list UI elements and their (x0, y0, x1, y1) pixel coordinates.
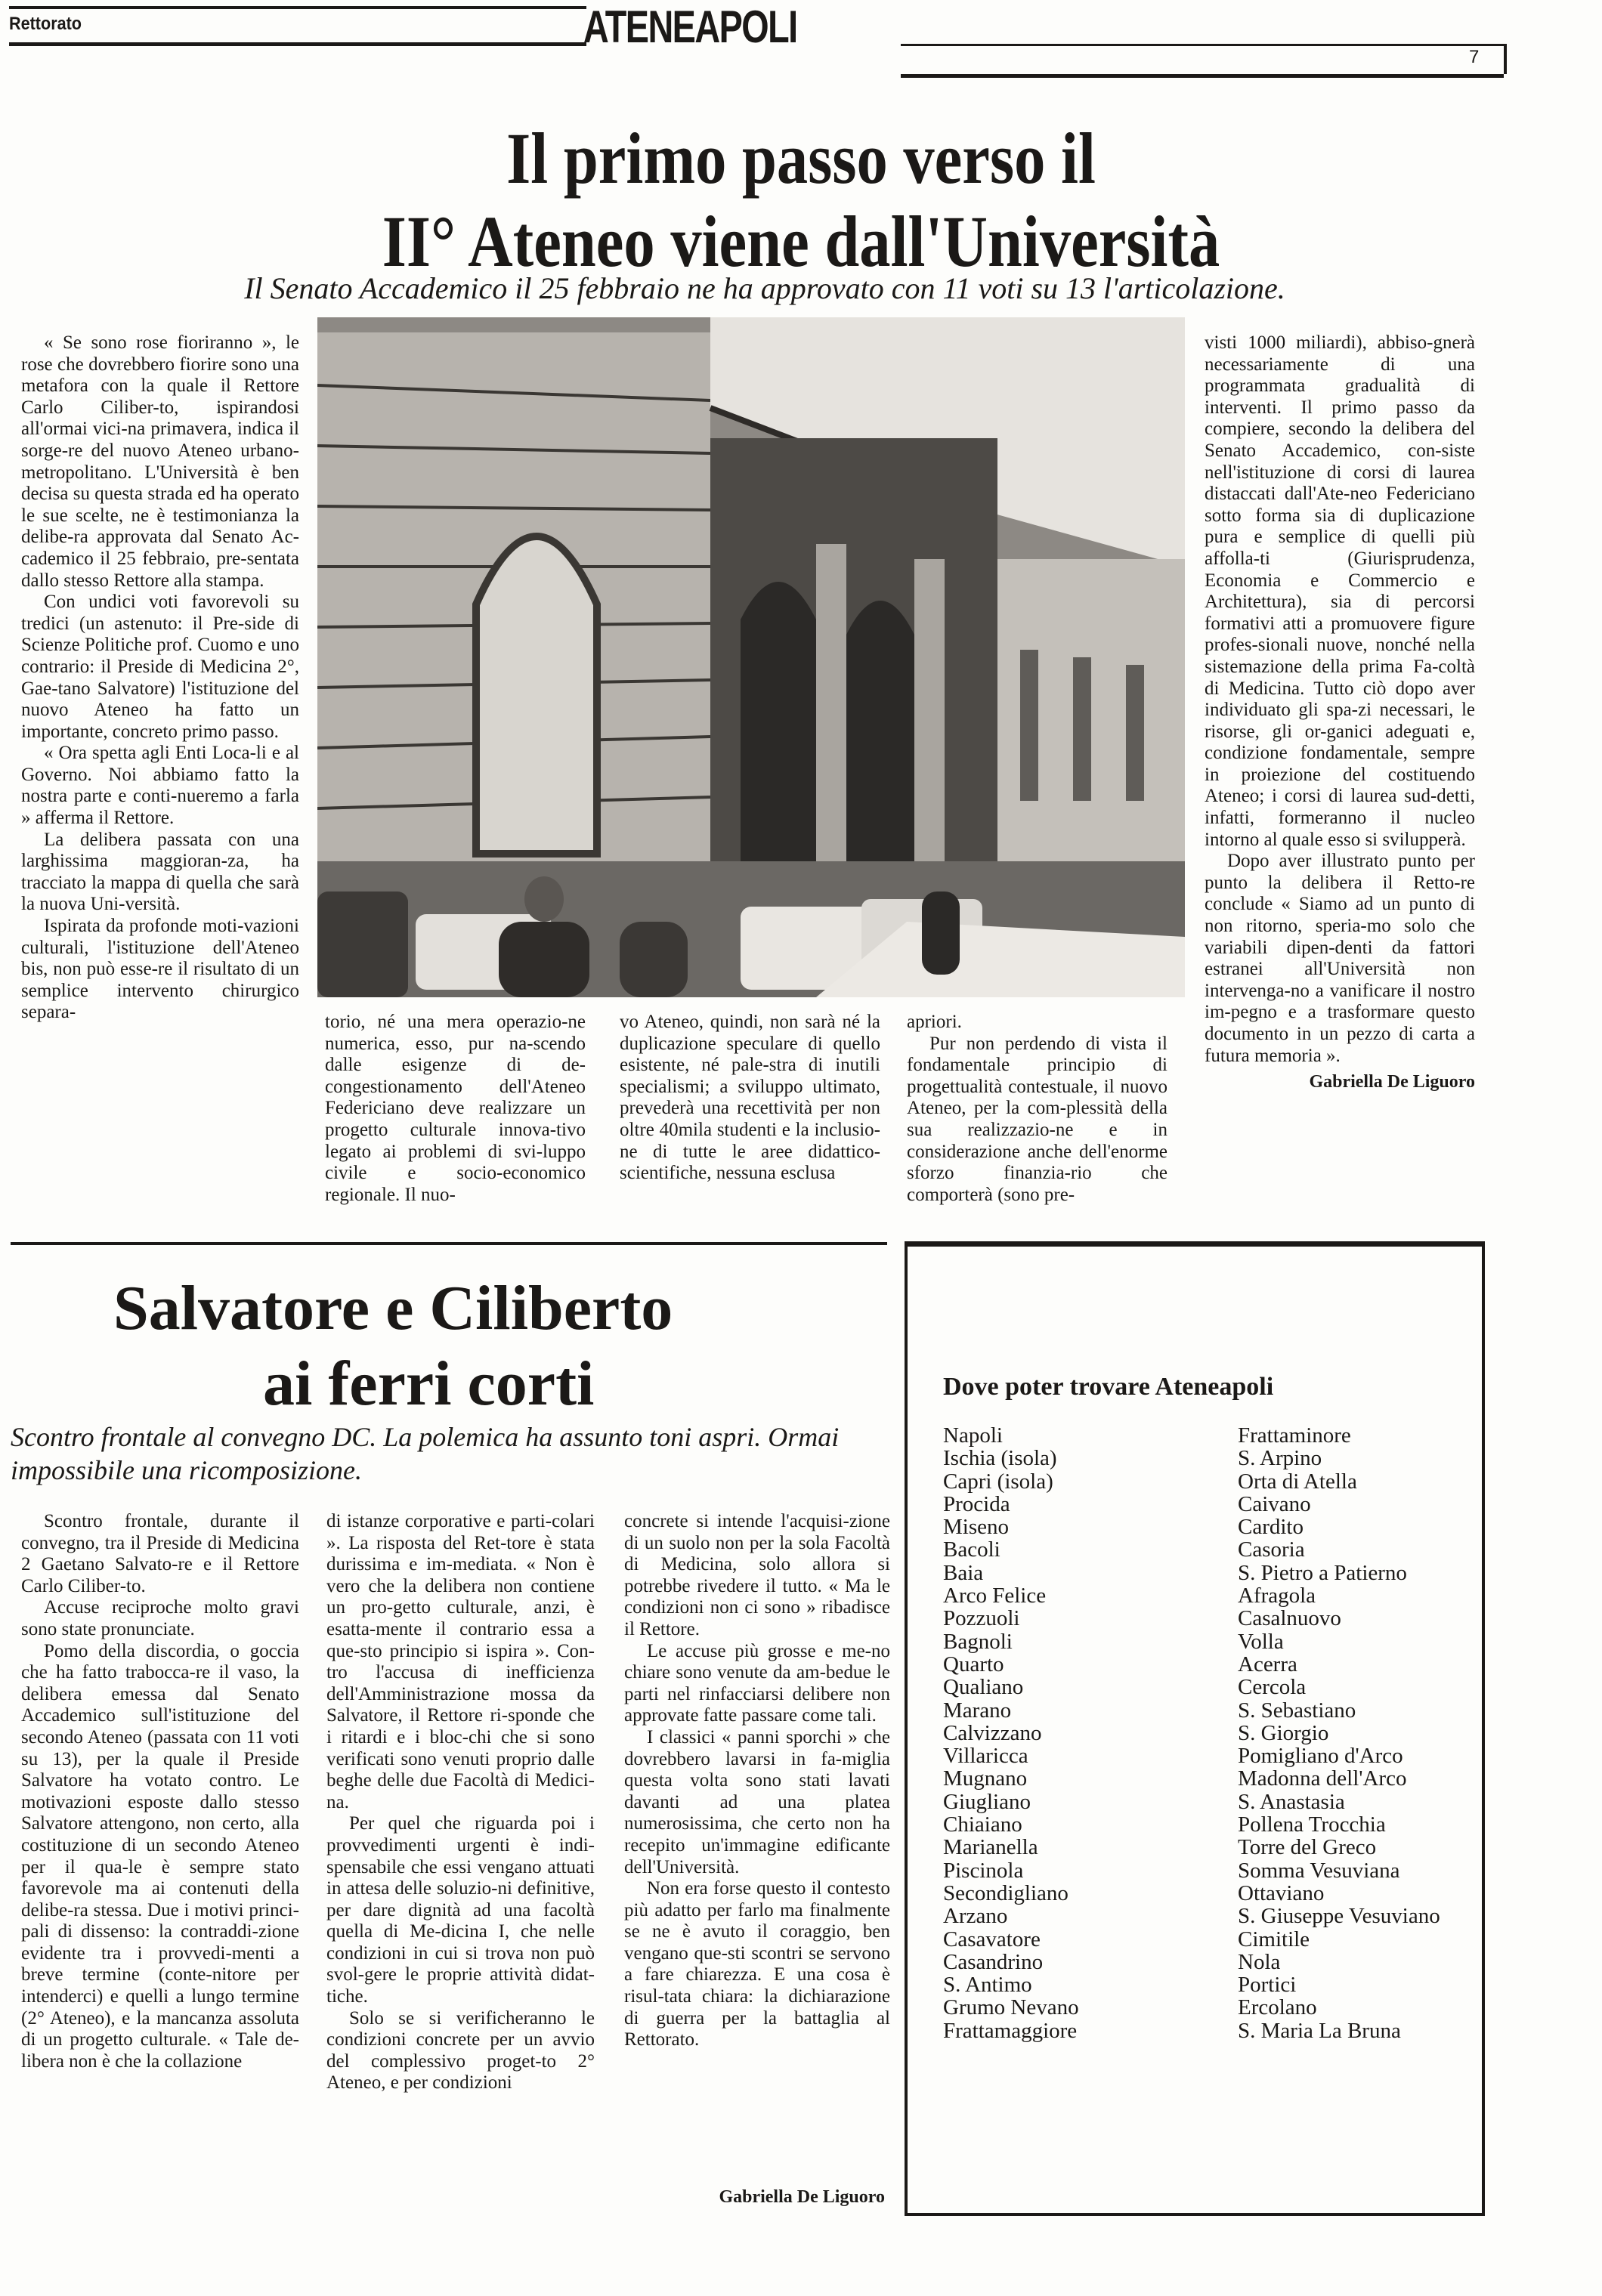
article1-photo (317, 317, 1185, 997)
article2-deck: Scontro frontale al convegno DC. La polemica ha assunto toni aspri. Ormai impossibile una ricomposizione. (11, 1422, 840, 1485)
place-list-item: Acerra (1238, 1652, 1297, 1676)
places-list-right (1238, 1424, 1487, 2042)
place-list-item: Casavatore (943, 1927, 1041, 1951)
place-list-item: Quarto (943, 1652, 1004, 1676)
place-list-item: Mugnano (943, 1766, 1028, 1791)
paragraph: « Se sono rose fioriranno », le rose che dovrebbero fiorire sono una metafora con la quale il Rettore Carlo Ciliber-to, ispirandosi all'ormai vici-na primavera, indica il sorge-re del nuovo Ateneo urbano-metropolitano. L'Università è ben decisa su questa strada ed ha operato le sue scelte, ne è testimonianza la delibe-ra approvata dal Senato Ac-cademico il 25 febbraio, pre-sentata dallo stesso Rettore alla stampa. (21, 332, 299, 591)
place-list-item: Napoli (943, 1423, 1003, 1448)
place-list-item: Baia (943, 1560, 984, 1585)
masthead-rule-top-left (9, 6, 586, 9)
place-list-item: S. Sebastiano (1238, 1698, 1356, 1723)
paragraph: Ispirata da profonde moti-vazioni culturali, l'istituzione dell'Ateneo bis, non può esse-re il risultato di un semplice intervento chirurgico separa- (21, 916, 299, 1023)
place-list-item: Cimitile (1238, 1927, 1310, 1951)
paragraph: « Ora spetta agli Enti Loca-li e al Governo. Noi abbiamo fatto la nostra parte e conti-nueremo a farla » afferma il Rettore. (21, 743, 299, 829)
paragraph: Pomo della discordia, o goccia che ha fatto trabocca-re il vaso, la delibera emessa dal Senato Accademico sull'istituzione del secondo Ateneo (passata con 11 voti su 13), per la quale il Preside Salvatore ha votato contro. Le motivazioni esposte dallo stesso Salvatore attengono, non certo, alla costituzione di un secondo Ateneo per il qua-le è sempre stato favorevole ma ai contenuti della delibe-ra stessa. Due i motivi princi-pali di dissenso: la contraddi-zione evidente tra i provvedi-menti a breve termine (conte-nitore per intenderci) e quelli a lungo termine (2° Ateneo), e la mancanza assoluta di un progetto culturale. « Tale de-libera non è che la collazione (21, 1640, 299, 2072)
place-list-item: Ercolano (1238, 1995, 1317, 2020)
article2-top-rule (11, 1242, 887, 1245)
place-list-item: Somma Vesuviana (1238, 1858, 1400, 1883)
article2-headline-line1: Salvatore e Ciliberto (113, 1273, 673, 1343)
place-list-item: S. Pietro a Patierno (1238, 1560, 1407, 1585)
paragraph: Le accuse più grosse e me-no chiare sono venute da am-bedue le parti nel rinfacciarsi delibere non approvate fatte passare come tali. (624, 1640, 890, 1726)
place-list-item: Secondigliano (943, 1880, 1069, 1905)
masthead-rule-bottom-right (901, 74, 1504, 78)
place-list-item: Frattamaggiore (943, 2018, 1078, 2043)
article2-column-3 (624, 1511, 890, 2051)
paragraph: Dopo aver illustrato punto per punto la delibera il Retto-re conclude « Siamo ad un punto di non ritorno, speria-mo solo che variabili dipen-denti da fattori estranei all'Università non intervenga-no a vanificare il nostro im-pegno e a trasformare questo documento in un pezzo di carta a futura memoria ». (1205, 851, 1475, 1066)
page-number: 7 (1469, 47, 1480, 67)
paragraph: torio, né una mera operazio-ne numerica, esso, pur na-scendo dalle esigenze di de-congestionamento dell'Ateneo Federiciano deve realizzare un progetto culturale innova-tivo legato ai problemi di svi-luppo civile e socio-economico regionale. Il nuo- (325, 1012, 586, 1205)
place-list-item: Miseno (943, 1515, 1009, 1540)
place-list-item: Pozzuoli (943, 1606, 1020, 1631)
place-list-item: Piscinola (943, 1858, 1024, 1883)
article2-column-1 (21, 1511, 299, 2072)
place-list-item: Bagnoli (943, 1629, 1013, 1654)
article1-headline-line1: Il primo passo verso il (506, 118, 1096, 199)
place-list-item: Casoria (1238, 1537, 1305, 1562)
place-list-item: Portici (1238, 1973, 1297, 1998)
paragraph: Non era forse questo il contesto più adatto per farlo ma finalmente se ne è avuto il coraggio, ben vengano que-sti scontri se servono a fare chiarezza. E una cosa è risul-tata chiara: la dichiarazione di guerra per la battaglia al Rettorato. (624, 1878, 890, 2050)
place-list-item: S. Antimo (943, 1973, 1032, 1998)
article1-column-5 (1205, 332, 1475, 1093)
paragraph: Con undici voti favorevoli su tredici (un astenuto: il Pre-side di Scienze Politiche prof. Cuomo e uno contrario: il Preside di Medicina 2°, Gae-tano Salvatore) l'istituzione del nuovo Ateneo ha fatto un importante, concreto primo passo. (21, 592, 299, 742)
place-list-item: Giugliano (943, 1789, 1031, 1814)
article1-column-4 (907, 1012, 1167, 1206)
paragraph: La delibera passata con una larghissima maggioran-za, ha tracciato la mappa di quella che sarà la nuova Uni-versità. (21, 829, 299, 915)
place-list-item: S. Arpino (1238, 1446, 1322, 1471)
place-list-item: Villaricca (943, 1744, 1028, 1769)
article1-column-2 (325, 1012, 586, 1206)
place-list-item: Grumo Nevano (943, 1995, 1079, 2020)
place-list-item: Madonna dell'Arco (1238, 1766, 1407, 1791)
place-list-item: Calvizzano (943, 1720, 1042, 1745)
place-list-item: Cercola (1238, 1675, 1307, 1700)
place-list-item: Marianella (943, 1835, 1038, 1860)
places-list-left (943, 1424, 1230, 2042)
article1-column-1 (21, 332, 299, 1024)
article1-column-3 (620, 1012, 880, 1185)
paragraph: Accuse reciproche molto gravi sono state pronunciate. (21, 1597, 299, 1639)
article2-column-2 (326, 1511, 595, 2094)
place-list-item: Torre del Greco (1238, 1835, 1377, 1860)
place-list-item: Marano (943, 1698, 1012, 1723)
place-list-item: Ischia (isola) (943, 1446, 1057, 1471)
place-list-item: Casalnuovo (1238, 1606, 1341, 1631)
place-list-item: Procida (943, 1491, 1010, 1516)
paragraph: Pur non perdendo di vista il fondamentale principio di progettualità contestuale, il nuovo Ateneo, per la com-plessità della sua realizzazio-ne e in considerazione anche dell'enorme sforzo finanzia-rio che comporterà (sono pre- (907, 1033, 1167, 1205)
masthead-rule-top-right (901, 44, 1504, 46)
paragraph: di istanze corporative e parti-colari ». La risposta del Ret-tore è stata durissima e im-mediata. « Non è vero che la delibera non contiene un pro-getto culturale, anzi, è esatta-mente il contrario essa a que-sto principio si ispira ». Con-tro l'accusa di inefficienza dell'Amministrazione mossa da Salvatore, il Rettore ri-sponde che i ritardi e i bloc-chi che si sono verificati sono venuti proprio dalle beghe delle due Facoltà di Medici-na. (326, 1511, 595, 1812)
place-list-item: Bacoli (943, 1537, 1000, 1562)
place-list-item: Caivano (1238, 1491, 1311, 1516)
place-list-item: Arco Felice (943, 1584, 1047, 1608)
article1-byline: Gabriella De Liguoro (1309, 1072, 1475, 1092)
place-list-item: Arzano (943, 1904, 1008, 1929)
place-list-item: Volla (1238, 1629, 1284, 1654)
section-label: Rettorato (9, 14, 82, 34)
paragraph: Scontro frontale, durante il convegno, tra il Preside di Medicina 2 Gaetano Salvato-re e il Rettore Carlo Ciliber-to. (21, 1511, 299, 1596)
place-list-item: Pomigliano d'Arco (1238, 1744, 1403, 1769)
article2-byline: Gabriella De Liguoro (719, 2187, 885, 2207)
article2-headline-line2: ai ferri corti (263, 1349, 595, 1419)
paragraph: I classici « panni sporchi » che dovrebbero lavarsi in fa-miglia questa volta sono stati lavati davanti ad una platea numerosissima, che certo non ha recepito un'immagine edificante dell'Università. (624, 1726, 890, 1877)
paragraph: vo Ateneo, quindi, non sarà né la duplicazione speculare di quello esistente, né pale-stra di inutili specialismi; a sviluppo ultimato, prevederà una recettività per non oltre 40mila studenti e la inclusio-ne di tutte le aree didattico-scientifiche, nessuna esclusa (620, 1012, 880, 1184)
place-list-item: Casandrino (943, 1949, 1044, 1974)
article1-headline-line2: II° Ateneo viene dall'Università (382, 201, 1220, 282)
place-list-item: Cardito (1238, 1515, 1304, 1540)
place-list-item: Qualiano (943, 1675, 1024, 1700)
building-photo-image (317, 317, 1185, 997)
paragraph: visti 1000 miliardi), abbiso-gnerà necessariamente di una programmata gradualità di interventi. Il primo passo da compiere, secondo la delibera del Senato Accademico, con-siste nell'istituzione di corsi di laurea distaccati dall'Ate-neo Federiciano sotto forma sia di duplicazione pura e semplice di quelli più affolla-ti (Giurisprudenza, Economia e Commercio e Architettura), sia di percorsi formativi atti a promuovere figure profes-sionali nuove, nonché nella sistemazione della prima Fa-coltà di Medicina. Tutto ciò dopo aver individuato gli spa-zi necessari, le risorse, gli or-ganici adeguati e, condizione fondamentale, sempre in proiezione del costituendo Ateneo; i corsi di laurea sud-detti, infatti, formeranno il nucleo intorno al quale esso si svilupperà. (1205, 332, 1475, 850)
place-list-item: S. Maria La Bruna (1238, 2018, 1401, 2043)
place-list-item: Nola (1238, 1949, 1281, 1974)
place-list-item: Ottaviano (1238, 1880, 1325, 1905)
paragraph: Solo se si verificheranno le condizioni concrete per un avvio del complessivo proget-to 2° Ateneo, e per condizioni (326, 2007, 595, 2094)
place-list-item: Pollena Trocchia (1238, 1812, 1386, 1837)
distribution-box-title: Dove poter trovare Ateneapoli (943, 1373, 1274, 1401)
article1-deck: Il Senato Accademico il 25 febbraio ne ha approvato con 11 voti su 13 l'articolazione. (244, 271, 1285, 305)
place-list-item: Frattaminore (1238, 1423, 1351, 1448)
publication-logo: ATENEAPOLI (583, 2, 797, 52)
place-list-item: Orta di Atella (1238, 1469, 1357, 1494)
place-list-item: S. Anastasia (1238, 1789, 1345, 1814)
place-list-item: Chiaiano (943, 1812, 1022, 1837)
place-list-item: Afragola (1238, 1584, 1316, 1608)
paragraph: apriori. (907, 1012, 962, 1032)
place-list-item: Capri (isola) (943, 1469, 1053, 1494)
paragraph: Per quel che riguarda poi i provvedimenti urgenti è indi-spensabile che essi vengano attuati in attesa delle soluzio-ni definitive, per dare dignità ad una facoltà quella di Me-dicina I, che nelle condizioni in cui si trova non può svol-gere le proprie attività didat-tiche. (326, 1813, 595, 2007)
paragraph: concrete si intende l'acquisi-zione di un suolo non per la sola Facoltà di Medicina, solo allora si potrebbe rivedere il tutto. « Ma le condizioni non ci sono » ribadisce il Rettore. (624, 1511, 890, 1639)
place-list-item: S. Giorgio (1238, 1720, 1329, 1745)
masthead-rule-bottom-left (9, 42, 586, 46)
place-list-item: S. Giuseppe Vesuviano (1238, 1904, 1440, 1929)
